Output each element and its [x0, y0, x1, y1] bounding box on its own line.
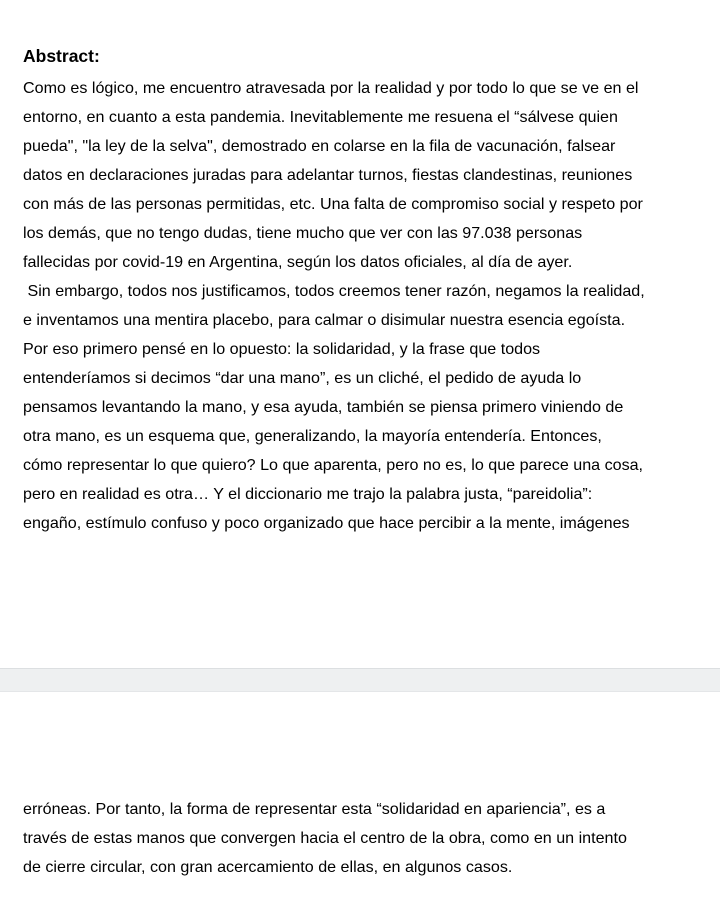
text-line: fallecidas por covid-19 en Argentina, según los datos oficiales, al día de ayer. [23, 253, 573, 271]
text-line: datos en declaraciones juradas para adelantar turnos, fiestas clandestinas, reuniones [23, 166, 633, 184]
text-line: otra mano, es un esquema que, generalizando, la mayoría entendería. Entonces, [23, 427, 602, 445]
text-line: engaño, estímulo confuso y poco organizado que hace percibir a la mente, imágenes [23, 514, 630, 532]
abstract-heading: Abstract: [23, 46, 100, 66]
text-line: los demás, que no tengo dudas, tiene mucho que ver con las 97.038 personas [23, 224, 583, 242]
text-line: entenderíamos si decimos “dar una mano”, es un cliché, el pedido de ayuda lo [23, 369, 582, 387]
text-line: cómo representar lo que quiero? Lo que aparenta, pero no es, lo que parece una cosa, [23, 456, 644, 474]
text-line: Por eso primero pensé en lo opuesto: la solidaridad, y la frase que todos [23, 340, 541, 358]
text-line: entorno, en cuanto a esta pandemia. Inevitablemente me resuena el “sálvese quien [23, 108, 618, 126]
text-line: través de estas manos que convergen hacia el centro de la obra, como en un intento [23, 829, 627, 847]
text-line: Como es lógico, me encuentro atravesada por la realidad y por todo lo que se ve en el [23, 79, 639, 97]
text-line: pueda", "la ley de la selva", demostrado en colarse en la fila de vacunación, falsear [23, 137, 616, 155]
text-line: Sin embargo, todos nos justificamos, todos creemos tener razón, negamos la realidad, [23, 282, 645, 300]
text-line: con más de las personas permitidas, etc. Una falta de compromiso social y respeto por [23, 195, 643, 213]
document-page-2 [0, 692, 720, 915]
page-separator [0, 668, 720, 692]
text-line: pero en realidad es otra… Y el diccionario me trajo la palabra justa, “pareidolia”: [23, 485, 593, 503]
text-line: pensamos levantando la mano, y esa ayuda, también se piensa primero viniendo de [23, 398, 624, 416]
text-line: e inventamos una mentira placebo, para calmar o disimular nuestra esencia egoísta. [23, 311, 626, 329]
text-line: erróneas. Por tanto, la forma de representar esta “solidaridad en apariencia”, es a [23, 800, 606, 818]
text-line: de cierre circular, con gran acercamiento de ellas, en algunos casos. [23, 858, 513, 876]
